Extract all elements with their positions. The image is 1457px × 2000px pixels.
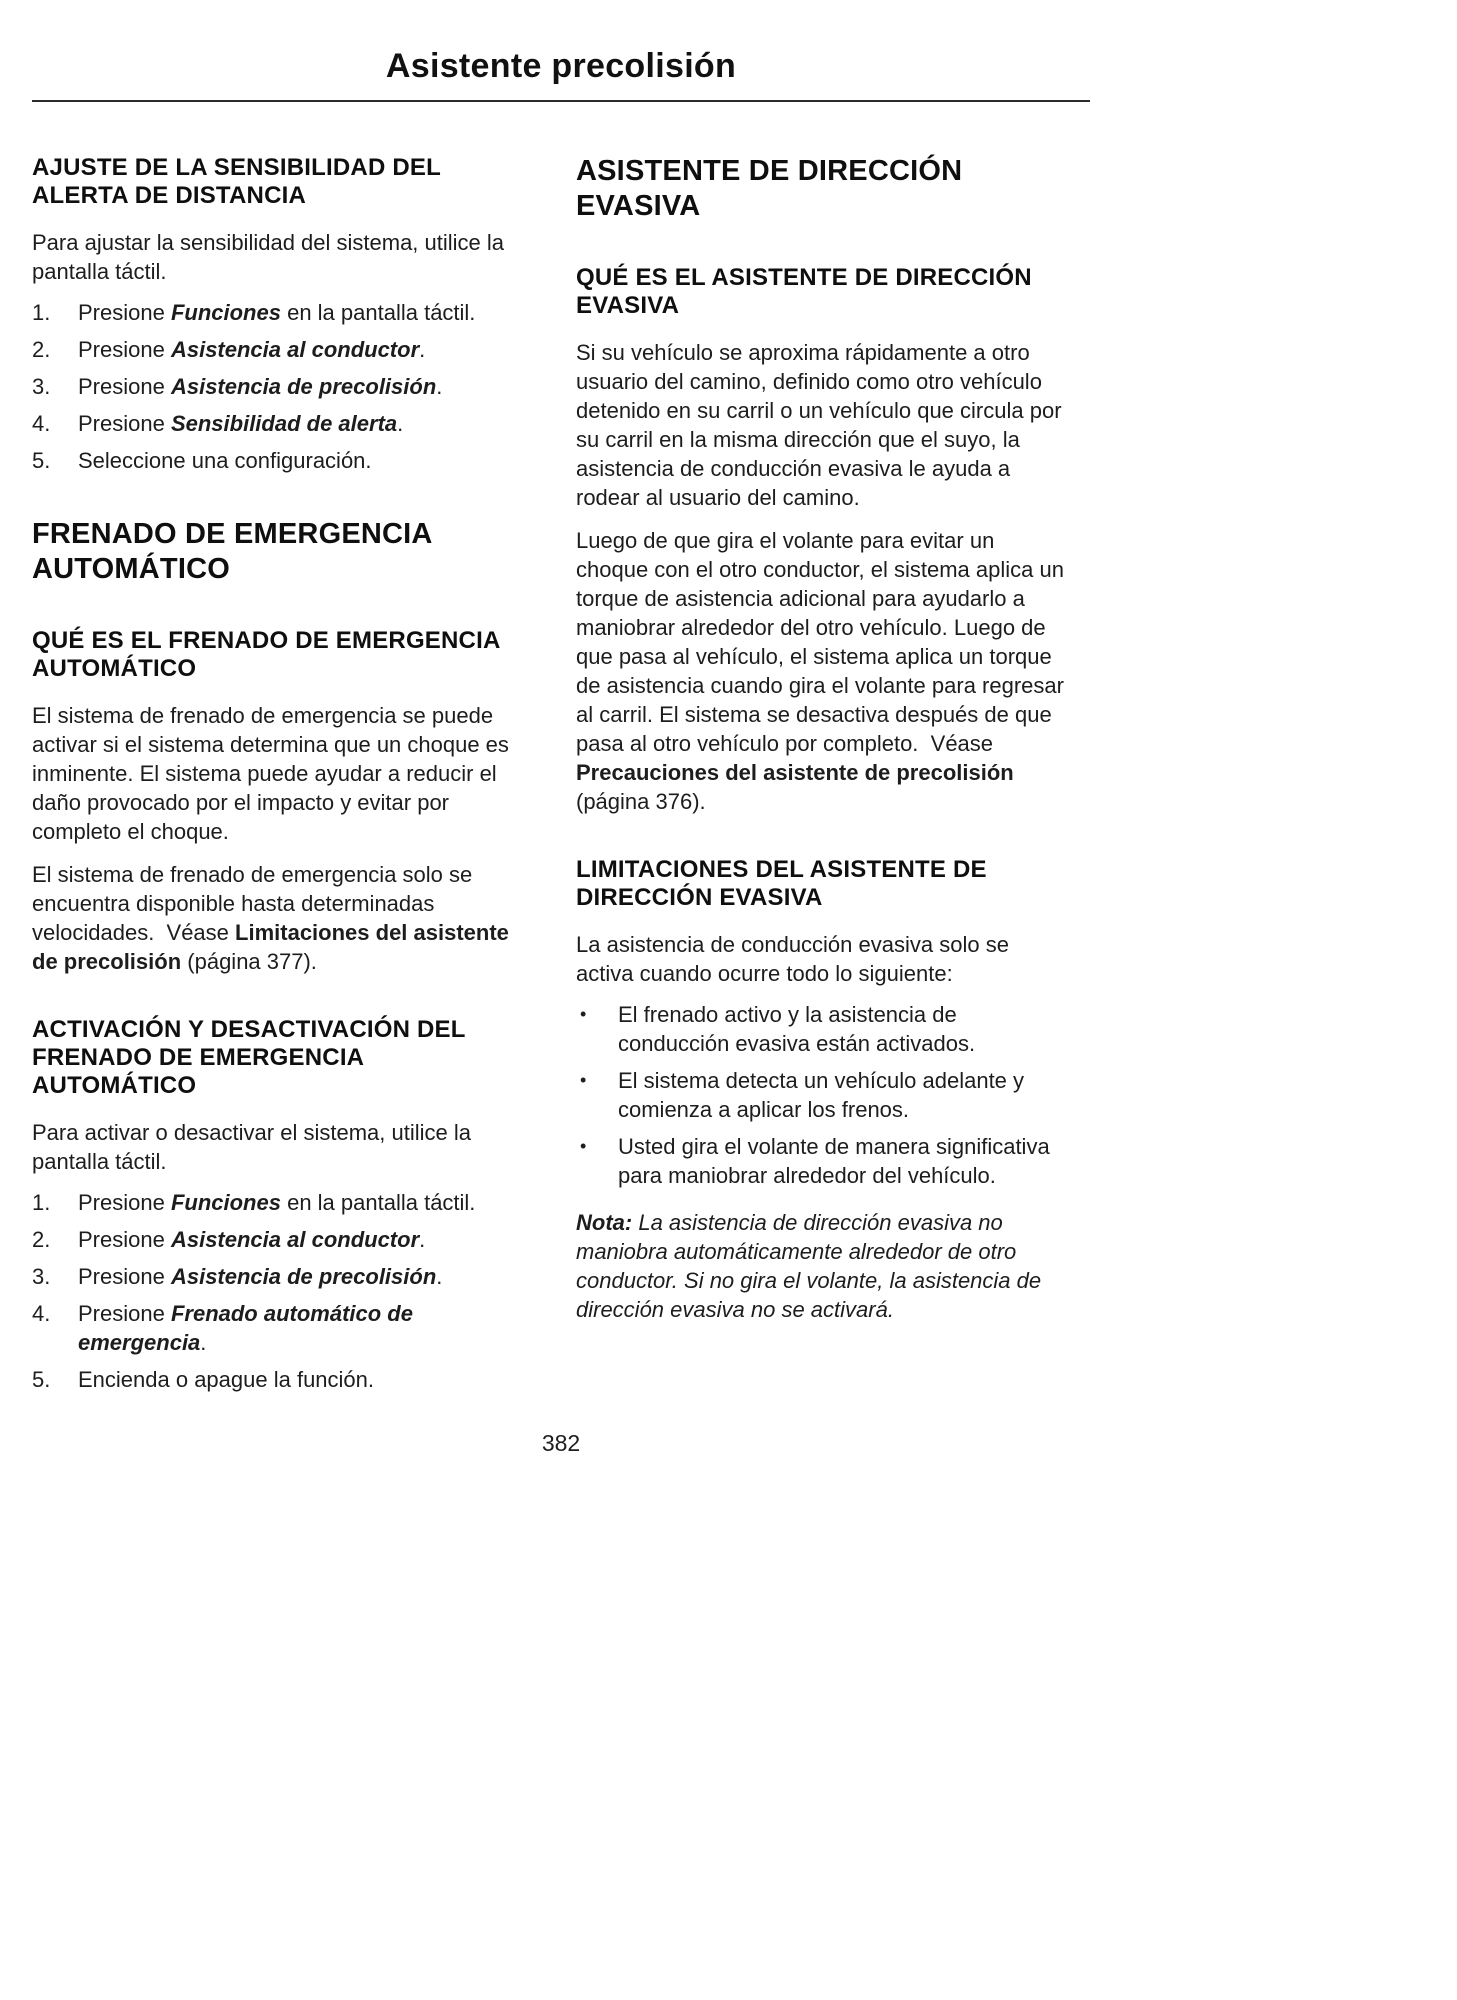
title-divider: [32, 100, 1090, 102]
numbered-steps-sensitivity: [32, 298, 526, 475]
note-paragraph: Nota: La asistencia de dirección evasiva no maniobra automáticamente alrededor de otro conductor. Si no gira el volante, la asistencia de dirección evasiva no se activará.: [576, 1210, 1048, 1322]
section-heading-limitations: LIMITACIONES DEL ASISTENTE DE DIRECCIÓN EVASIVA: [576, 856, 987, 911]
left-column: [32, 154, 526, 1394]
numbered-step: [32, 1299, 526, 1357]
step-text: Presione Asistencia de precolisión.: [78, 374, 443, 399]
step-text: Seleccione una configuración.: [78, 448, 372, 473]
bullet-item: [576, 1000, 1070, 1058]
chapter-heading-evasive-steering: ASISTENTE DE DIRECCIÓN EVASIVA: [576, 155, 963, 222]
page-title: Asistente precolisión: [385, 47, 737, 85]
numbered-step: [32, 372, 526, 401]
step-text: Presione Sensibilidad de alerta.: [78, 411, 404, 436]
step-number: 4.: [32, 1301, 51, 1326]
step-text: Encienda o apague la función.: [78, 1367, 375, 1392]
bullet-icon: •: [580, 1004, 587, 1024]
paragraph: El sistema de frenado de emergencia solo se encuentra disponible hasta determinadas velocidades. Véase Limitaciones del asistente de precolisión (página 377).: [32, 862, 516, 974]
numbered-step: [32, 1365, 526, 1394]
step-number: 3.: [32, 374, 51, 399]
bullet-text: El sistema detecta un vehículo adelante y comienza a aplicar los frenos.: [618, 1068, 1031, 1122]
section-heading-what-is-auto-braking: QUÉ ES EL FRENADO DE EMERGENCIA AUTOMÁTICO: [32, 627, 500, 682]
bullet-icon: •: [580, 1070, 587, 1090]
step-number: 2.: [32, 337, 51, 362]
step-number: 5.: [32, 448, 51, 473]
step-text: Presione Funciones en la pantalla táctil.: [78, 300, 476, 325]
page-number: 382: [541, 1430, 581, 1456]
paragraph: Para activar o desactivar el sistema, utilice la pantalla táctil.: [32, 1120, 478, 1174]
section-heading-sensitivity: AJUSTE DE LA SENSIBILIDAD DEL ALERTA DE DISTANCIA: [32, 154, 441, 209]
numbered-step: [32, 446, 526, 475]
step-text: Presione Asistencia de precolisión.: [78, 1264, 443, 1289]
right-column: [576, 154, 1070, 1394]
bullet-text: El frenado activo y la asistencia de conducción evasiva están activados.: [618, 1002, 976, 1056]
paragraph: El sistema de frenado de emergencia se puede activar si el sistema determina que un choque es inminente. El sistema puede ayudar a reducir el daño provocado por el impacto y evitar por completo el choque.: [32, 703, 516, 844]
section-heading-activation: ACTIVACIÓN Y DESACTIVACIÓN DEL FRENADO DE EMERGENCIA AUTOMÁTICO: [32, 1016, 466, 1099]
step-text: Presione Asistencia al conductor.: [78, 337, 426, 362]
bullet-item: [576, 1132, 1070, 1190]
step-number: 2.: [32, 1227, 51, 1252]
paragraph: Luego de que gira el volante para evitar un choque con el otro conductor, el sistema aplica un torque de asistencia adicional para ayudarlo a maniobrar alrededor del otro vehículo. Luego de que pasa al vehículo, el sistema aplica un torque de asistencia cuando gira el volante para regresar al carril. El sistema se desactiva después de que pasa al otro vehículo por completo. Véase Precauciones del asistente de precolisión (página 376).: [576, 528, 1071, 814]
step-number: 5.: [32, 1367, 51, 1392]
paragraph: Para ajustar la sensibilidad del sistema, utilice la pantalla táctil.: [32, 230, 511, 284]
numbered-step: [32, 335, 526, 364]
step-text: Presione Frenado automático de emergencia.: [78, 1301, 420, 1355]
bullet-item: [576, 1066, 1070, 1124]
step-number: 4.: [32, 411, 51, 436]
numbered-step: [32, 1262, 526, 1291]
numbered-steps-activation: [32, 1188, 526, 1394]
bullet-text: Usted gira el volante de manera significativa para maniobrar alrededor del vehículo.: [618, 1134, 1056, 1188]
step-text: Presione Asistencia al conductor.: [78, 1227, 426, 1252]
numbered-step: [32, 1188, 526, 1217]
paragraph: Si su vehículo se aproxima rápidamente a otro usuario del camino, definido como otro vehículo detenido en su carril o un vehículo que circula por su carril en la misma dirección que el suyo, la asistencia de conducción evasiva le ayuda a rodear al usuario del camino.: [576, 340, 1068, 510]
chapter-heading-auto-braking: FRENADO DE EMERGENCIA AUTOMÁTICO: [32, 518, 432, 585]
section-heading-what-is-evasive: QUÉ ES EL ASISTENTE DE DIRECCIÓN EVASIVA: [576, 264, 1032, 319]
bullet-icon: •: [580, 1136, 587, 1156]
two-column-layout: [32, 154, 1090, 1394]
step-number: 1.: [32, 1190, 51, 1215]
step-number: 1.: [32, 300, 51, 325]
paragraph: La asistencia de conducción evasiva solo se activa cuando ocurre todo lo siguiente:: [576, 932, 1016, 986]
step-number: 3.: [32, 1264, 51, 1289]
numbered-step: [32, 1225, 526, 1254]
numbered-step: [32, 298, 526, 327]
bullet-list-limitations: [576, 1000, 1070, 1190]
numbered-step: [32, 409, 526, 438]
step-text: Presione Funciones en la pantalla táctil.: [78, 1190, 476, 1215]
